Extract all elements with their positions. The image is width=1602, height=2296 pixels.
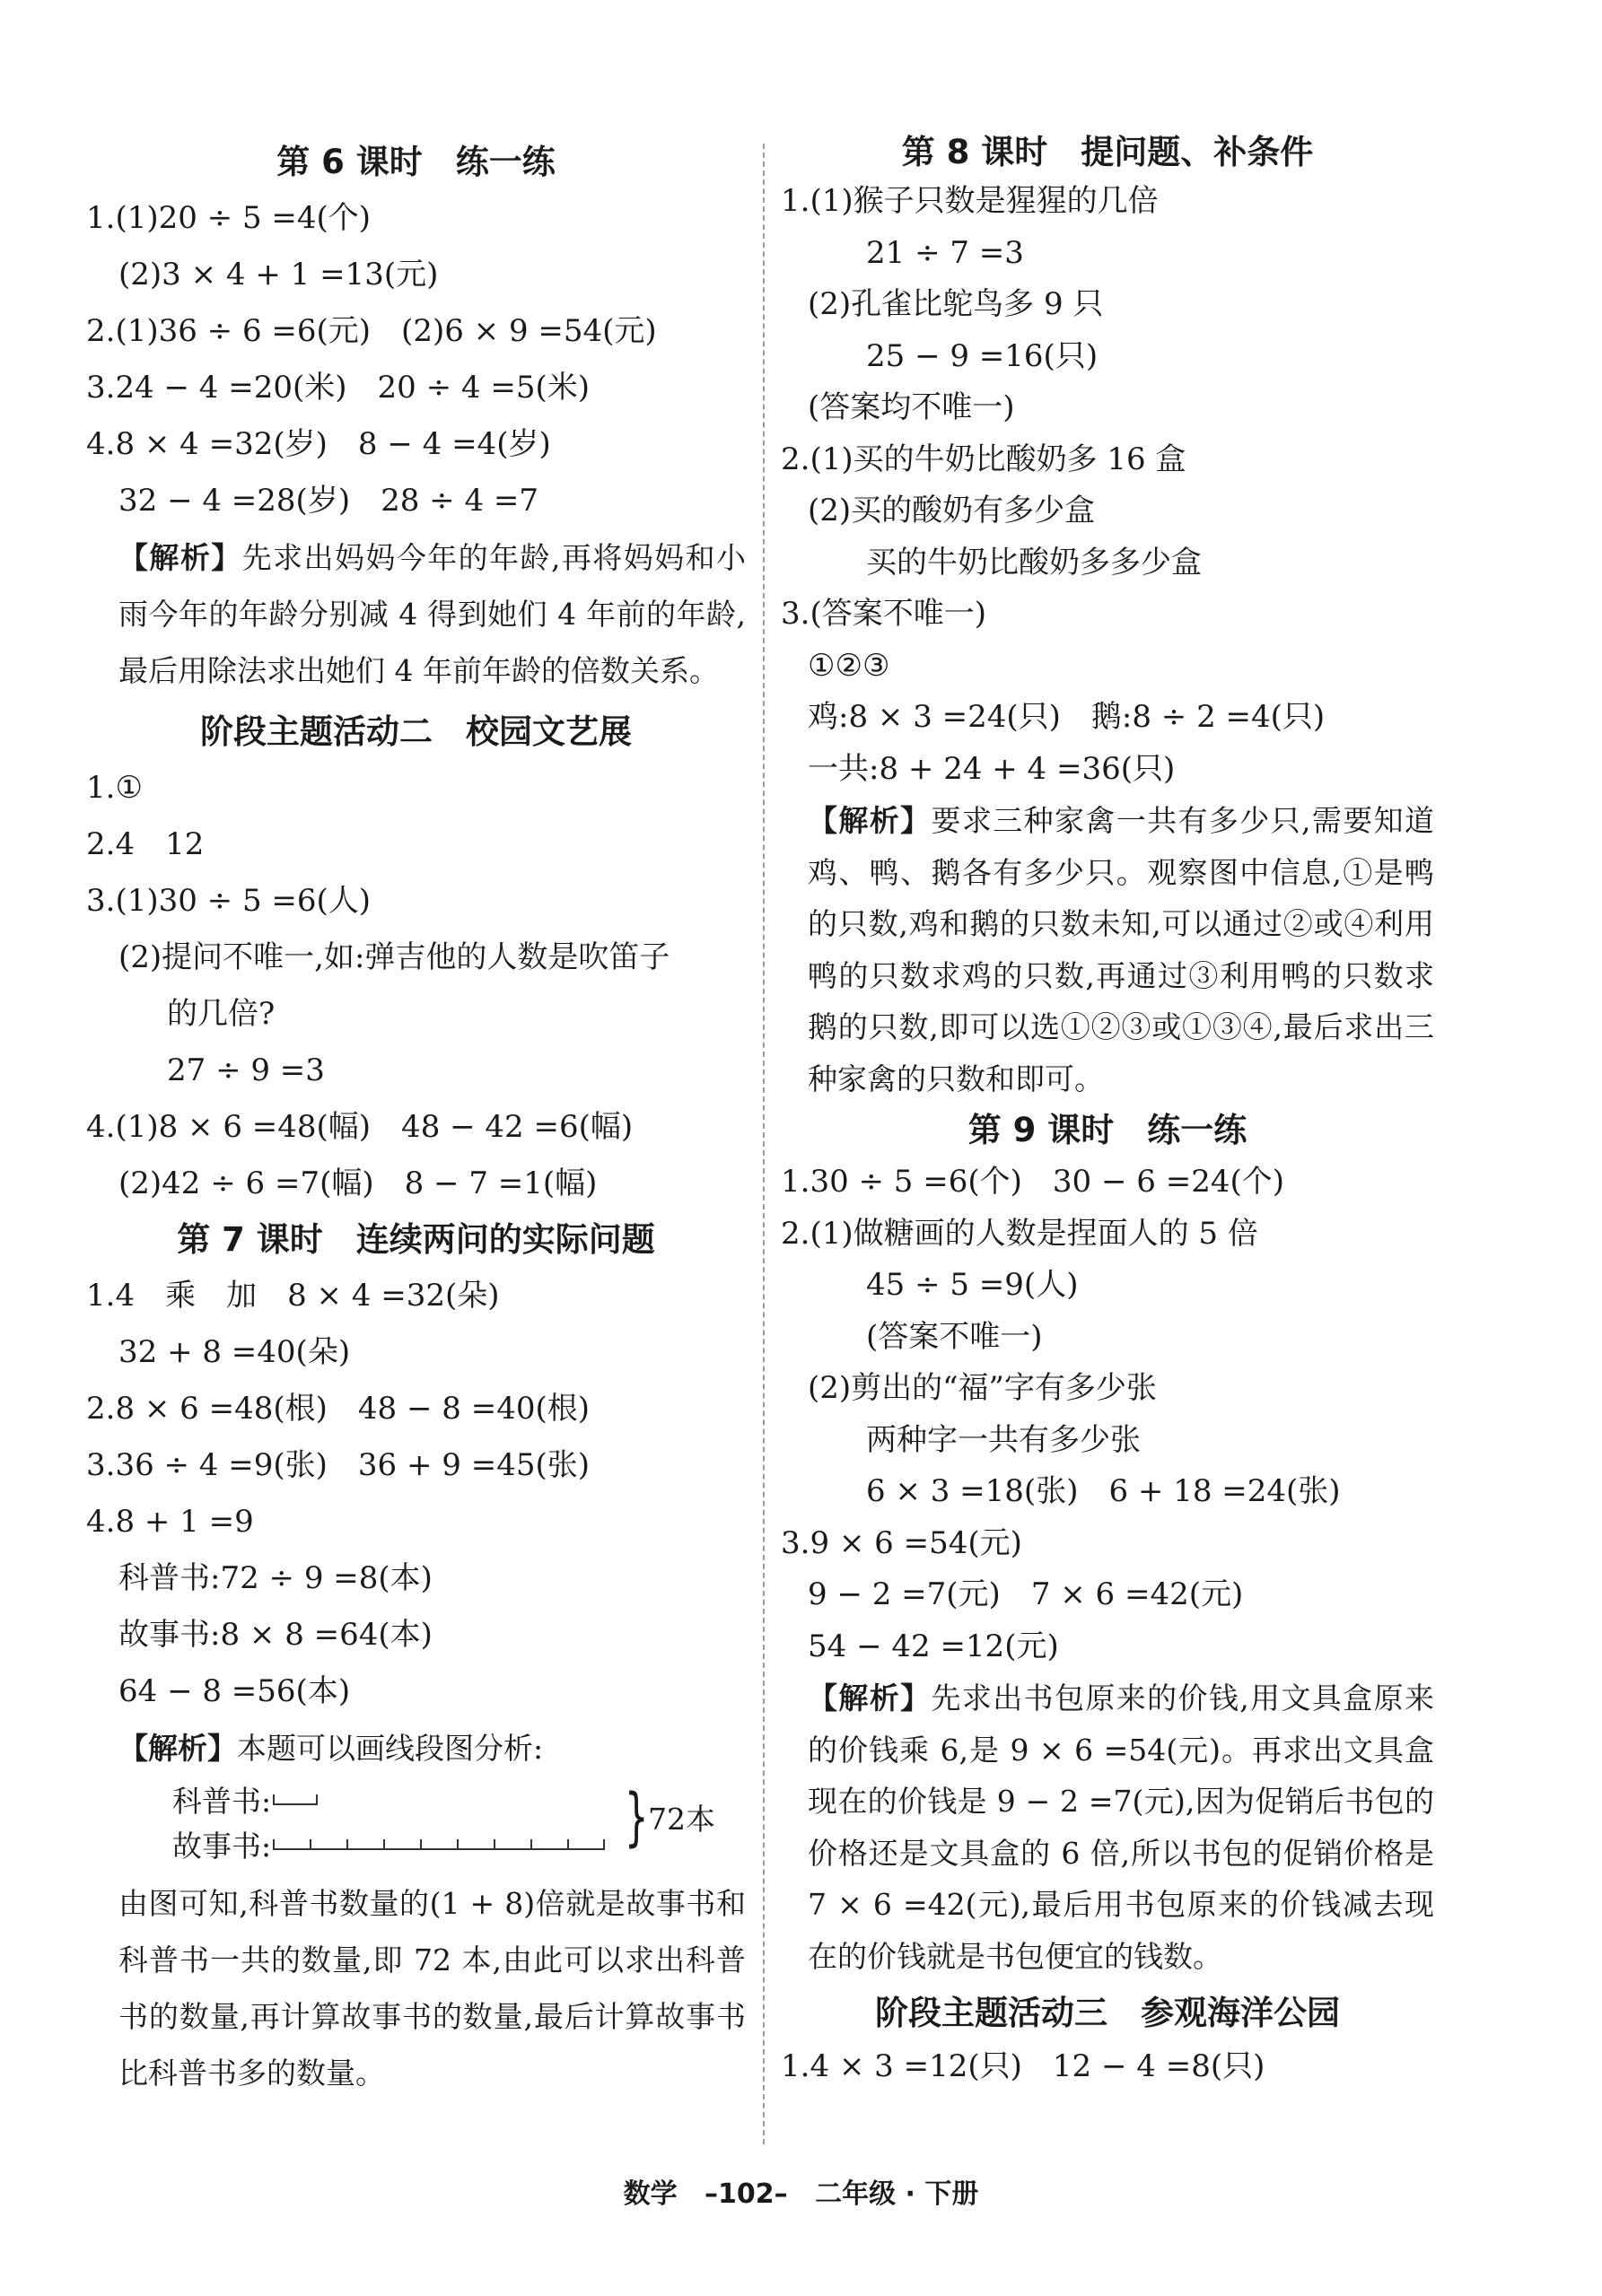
answer-line: (2)42 ÷ 6 =7(幅) 8 − 7 =1(幅) — [118, 1165, 598, 1201]
answer-line: (2)剪出的“福”字有多少张 — [808, 1370, 1157, 1406]
answer-line: 32 + 8 =40(朵) — [118, 1334, 351, 1370]
answer-line: (2)孔雀比鸵鸟多 9 只 — [808, 286, 1104, 322]
right-column — [781, 135, 1434, 2093]
answer-line: 故事书:8 × 8 =64(本) — [118, 1617, 433, 1653]
segment-tick — [383, 1839, 385, 1850]
answer-line: 1.(1)20 ÷ 5 =4(个) — [86, 200, 372, 236]
segment-tick — [567, 1839, 569, 1850]
segment-tick — [530, 1839, 532, 1850]
answer-line: 2.8 × 6 =48(根) 48 − 8 =40(根) — [86, 1391, 590, 1427]
brace-icon: } — [624, 1780, 649, 1854]
analysis-tag: 【解析】 — [118, 540, 242, 575]
story-segment — [273, 1839, 605, 1850]
segment-tick — [457, 1839, 459, 1850]
answer-line: 2.4 12 — [86, 826, 205, 862]
answer-line: 2.(1)36 ÷ 6 =6(元) (2)6 × 9 =54(元) — [86, 313, 657, 349]
answer-line: (2)买的酸奶有多少盒 — [808, 493, 1096, 528]
answer-line: 1.4 乘 加 8 × 4 =32(朵) — [86, 1278, 500, 1314]
answer-line: 45 ÷ 5 =9(人) — [866, 1267, 1079, 1303]
answer-line: 54 − 42 =12(元) — [808, 1628, 1059, 1664]
segment-tick — [494, 1839, 495, 1850]
answer-line: 21 ÷ 7 =3 — [866, 234, 1024, 271]
lesson7-title: 第 7 课时 连续两问的实际问题 — [177, 1220, 655, 1259]
answer-line: 64 − 8 =56(本) — [118, 1673, 351, 1709]
analysis-paragraph — [781, 1672, 1434, 1982]
analysis-paragraph — [86, 529, 746, 699]
answer-line: 的几倍? — [167, 996, 276, 1032]
answer-line: 1.① — [86, 770, 143, 806]
diagram-total: 72本 — [648, 1802, 715, 1837]
answer-line: 4.(1)8 × 6 =48(幅) 48 − 42 =6(幅) — [86, 1109, 634, 1145]
answer-line: 3.24 − 4 =20(米) 20 ÷ 4 =5(米) — [86, 370, 590, 406]
segment-tick — [346, 1839, 348, 1850]
answer-line: (答案均不唯一) — [808, 389, 1015, 425]
answer-line: (答案不唯一) — [866, 1318, 1043, 1355]
answer-line: 27 ÷ 9 =3 — [167, 1052, 325, 1088]
answer-line: 科普书:72 ÷ 9 =8(本) — [118, 1560, 433, 1596]
answer-line: 两种字一共有多少张 — [866, 1421, 1141, 1458]
analysis-text: 先求出妈妈今年的年龄,再将妈妈和小雨今年的年龄分别减 4 得到她们 4 年前的年龄,最后用除法求出她们 4 年前年龄的倍数关系。 — [118, 540, 746, 688]
answer-line: 6 × 3 =18(张) 6 + 18 =24(张) — [866, 1473, 1341, 1509]
answer-line: (2)3 × 4 + 1 =13(元) — [118, 257, 439, 292]
activity3-title: 阶段主题活动三 参观海洋公园 — [875, 1994, 1340, 2032]
answer-line: 1.(1)猴子只数是猩猩的几倍 — [781, 183, 1159, 219]
answer-line: 鸡:8 × 3 =24(只) 鹅:8 ÷ 2 =4(只) — [808, 699, 1326, 735]
answer-line: 3.(1)30 ÷ 5 =6(人) — [86, 883, 372, 919]
analysis-tag: 【解析】 — [808, 1681, 932, 1715]
page-footer — [0, 2171, 1602, 2211]
analysis-paragraph — [86, 1720, 746, 1777]
analysis-tag: 【解析】 — [118, 1731, 237, 1766]
line-segment-diagram — [118, 1777, 746, 1875]
answer-line: 3.36 ÷ 4 =9(张) 36 + 9 =45(张) — [86, 1447, 590, 1483]
answer-line: 25 − 9 =16(只) — [866, 337, 1099, 374]
answer-line: 买的牛奶比酸奶多多少盒 — [866, 544, 1202, 581]
answer-line: 1.4 × 3 =12(只) 12 − 4 =8(只) — [781, 2048, 1265, 2084]
answer-line: 2.(1)买的牛奶比酸奶多 16 盒 — [781, 441, 1186, 477]
lesson9-title: 第 9 课时 练一练 — [967, 1111, 1247, 1149]
answer-line: (2)提问不唯一,如:弹吉他的人数是吹笛子 — [118, 939, 670, 975]
answer-line: 一共:8 + 24 + 4 =36(只) — [808, 750, 1176, 787]
column-divider — [763, 144, 765, 2144]
analysis-text: 要求三种家禽一共有多少只,需要知道鸡、鸭、鹅各有多少只。观察图中信息,①是鸭的只数,鸡和鹅的只数未知,可以通过②或④利用鸭的只数求鸡的只数,再通过③利用鸭的只数求鹅的只数,即可以选①②③或①③④,最后求出三种家禽的只数和即可。 — [808, 803, 1434, 1096]
answer-line: 32 − 4 =28(岁) 28 ÷ 4 =7 — [118, 483, 539, 519]
answer-line: 3.9 × 6 =54(元) — [781, 1524, 1022, 1561]
footer-subject: 数学 — [623, 2178, 678, 2210]
lesson6-title: 第 6 课时 练一练 — [276, 143, 556, 181]
analysis-paragraph — [781, 795, 1434, 1104]
analysis-intro: 本题可以画线段图分析: — [237, 1731, 544, 1766]
answer-line: 3.(答案不唯一) — [781, 596, 986, 632]
answer-line: 9 − 2 =7(元) 7 × 6 =42(元) — [808, 1576, 1244, 1612]
diagram-label-science: 科普书: — [172, 1784, 272, 1819]
answer-line: 2.(1)做糖画的人数是捏面人的 5 倍 — [781, 1215, 1258, 1252]
lesson8-title: 第 8 课时 提问题、补条件 — [901, 133, 1314, 171]
science-segment — [273, 1794, 318, 1805]
answer-line: 4.8 × 4 =32(岁) 8 − 4 =4(岁) — [86, 426, 551, 462]
activity2-title: 阶段主题活动二 校园文艺展 — [200, 712, 632, 751]
answer-line: 4.8 + 1 =9 — [86, 1504, 254, 1540]
segment-tick — [420, 1839, 422, 1850]
page-number: –102– — [705, 2178, 788, 2210]
answer-line: ①②③ — [808, 647, 890, 684]
footer-grade: 二年级 · 下册 — [815, 2178, 979, 2210]
analysis-paragraph: 由图可知,科普书数量的(1 + 8)倍就是故事书和科普书一共的数量,即 72 本,由此可以求出科普书的数量,再计算故事书的数量,最后计算故事书比科普书多的数量。 — [118, 1886, 746, 2091]
segment-tick — [310, 1839, 311, 1850]
answer-line: 1.30 ÷ 5 =6(个) 30 − 6 =24(个) — [781, 1164, 1284, 1200]
left-column — [86, 135, 746, 2101]
analysis-tag: 【解析】 — [808, 803, 932, 838]
diagram-label-story: 故事书: — [172, 1829, 272, 1864]
analysis-text: 先求出书包原来的价钱,用文具盒原来的价钱乘 6,是 9 × 6 =54(元)。再求出文具盒现在的价钱是 9 − 2 =7(元),因为促销后书包的价格还是文具盒的 6 倍,所以书包的促销价格是 7 × 6 =42(元),最后用书包原来的价钱减去现在的价钱就是书包便宜的钱数。 — [808, 1681, 1434, 1974]
